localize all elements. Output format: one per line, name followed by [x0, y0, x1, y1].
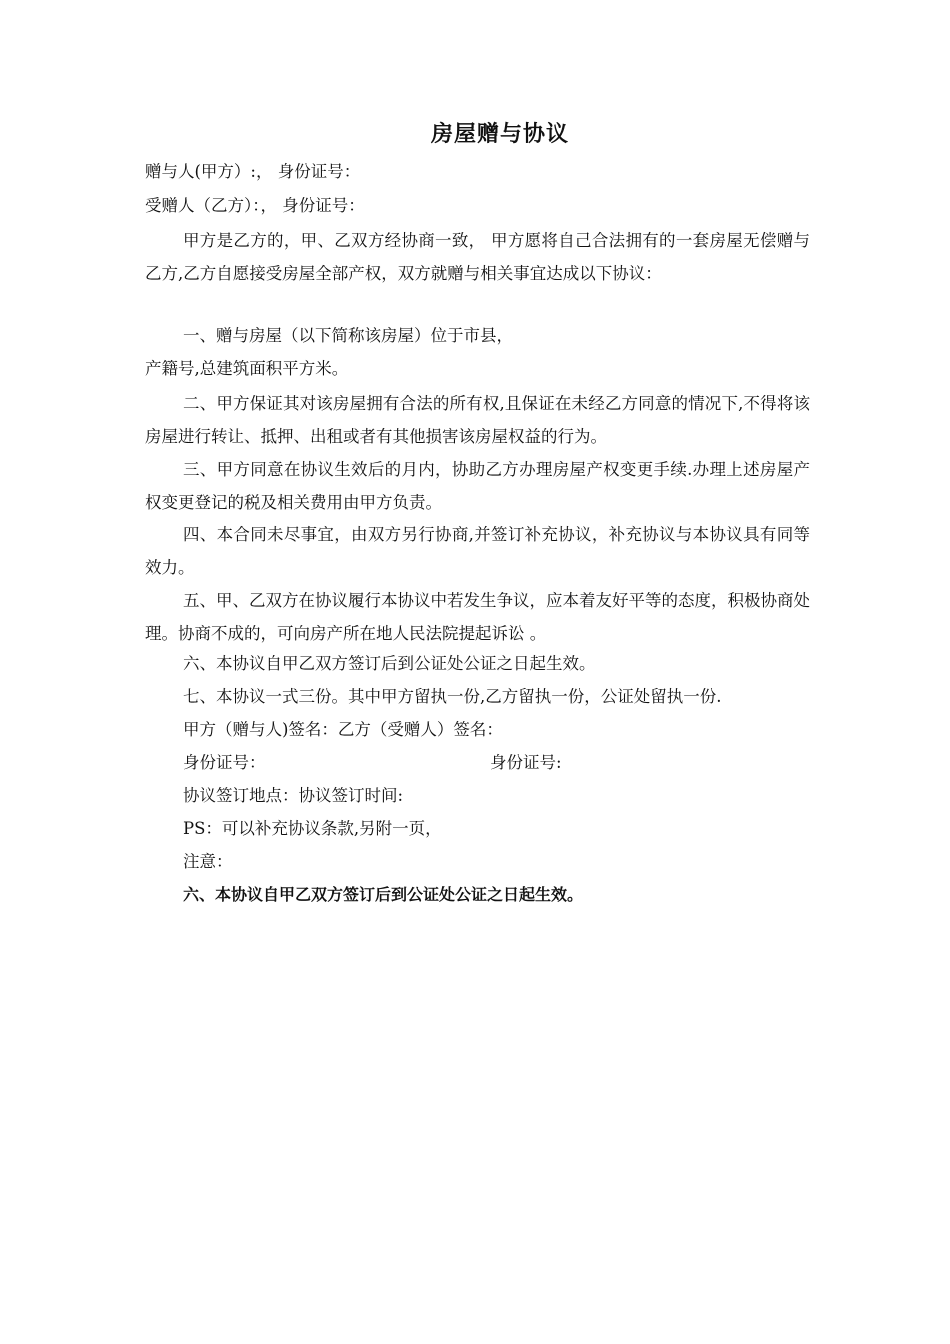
signing-place-time: 协议签订地点：协议签订时间: [183, 786, 404, 805]
document-title: 房屋赠与协议 [430, 122, 569, 147]
id-number-left: 身份证号： [183, 753, 266, 772]
clause-3-paragraph: 三、甲方同意在协议生效后的月内，协助乙方办理房屋产权变更手续.办理上述房屋产权变更登记的税及相关费用由甲方负责。 [145, 460, 810, 512]
clause-6-line: 六、本协议自甲乙双方签订后到公证处公证之日起生效。 [183, 654, 596, 673]
note-bold-clause: 六、本协议自甲乙双方签订后到公证处公证之日起生效。 [183, 885, 584, 904]
ps-note: PS：可以补充协议条款,另附一页， [183, 819, 442, 838]
clause-7-line: 七、本协议一式三份。其中甲方留执一份,乙方留执一份，公证处留执一份. [183, 687, 722, 706]
id-number-right: 身份证号: [490, 753, 562, 772]
donor-line: 赠与人(甲方）:， 身份证号： [145, 162, 361, 181]
clause-2-paragraph: 二、甲方保证其对该房屋拥有合法的所有权,且保证在未经乙方同意的情况下,不得将该房屋进行转让、抵押、出租或者有其他损害该房屋权益的行为。 [145, 394, 810, 446]
clause-4-paragraph: 四、本合同未尽事宜，由双方另行协商,并签订补充协议，补充协议与本协议具有同等效力。 [145, 525, 810, 577]
signature-line: 甲方（赠与人)签名：乙方（受赠人）签名： [183, 720, 503, 739]
intro-paragraph: 甲方是乙方的，甲、乙双方经协商一致， 甲方愿将自己合法拥有的一套房屋无偿赠与乙方,乙方自愿接受房屋全部产权，双方就赠与相关事宜达成以下协议： [145, 231, 810, 283]
recipient-line: 受赠人（乙方）：， 身份证号： [145, 196, 365, 215]
note-label: 注意： [183, 852, 233, 871]
clause-5-paragraph: 五、甲、乙双方在协议履行本协议中若发生争议，应本着友好平等的态度，积极协商处理。协商不成的，可向房产所在地人民法院提起诉讼 。 [145, 591, 810, 643]
clause-1-line-b: 产籍号,总建筑面积平方米。 [145, 359, 349, 378]
clause-1-line-a: 一、赠与房屋（以下简称该房屋）位于市县， [183, 326, 513, 345]
